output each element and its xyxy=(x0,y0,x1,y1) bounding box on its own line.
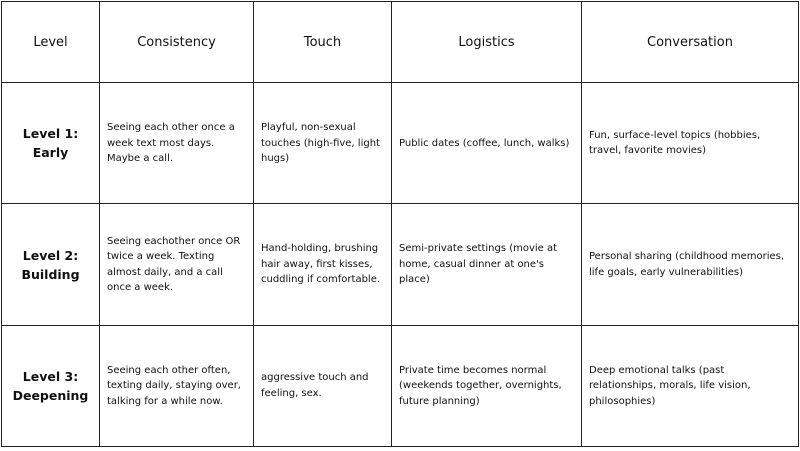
logistics-cell: Private time becomes normal (weekends together, overnights, future planning) xyxy=(392,325,582,446)
level-label: Level 2: Building xyxy=(2,204,100,325)
table-row xyxy=(2,83,799,204)
header-conversation: Conversation xyxy=(582,2,799,83)
conversation-cell: Deep emotional talks (past relationships, morals, life vision, philosophies) xyxy=(582,325,799,446)
consistency-cell: Seeing eachother once OR twice a week. Texting almost daily, and a call once a week. xyxy=(100,204,254,325)
logistics-cell: Public dates (coffee, lunch, walks) xyxy=(392,83,582,204)
consistency-cell: Seeing each other once a week text most days. Maybe a call. xyxy=(100,83,254,204)
table-row xyxy=(2,325,799,446)
comparison-table xyxy=(1,1,799,447)
header-consistency: Consistency xyxy=(100,2,254,83)
table-row xyxy=(2,204,799,325)
header-level: Level xyxy=(2,2,100,83)
consistency-cell: Seeing each other often, texting daily, staying over, talking for a while now. xyxy=(100,325,254,446)
conversation-cell: Fun, surface-level topics (hobbies, travel, favorite movies) xyxy=(582,83,799,204)
level-label: Level 3: Deepening xyxy=(2,325,100,446)
header-logistics: Logistics xyxy=(392,2,582,83)
logistics-cell: Semi-private settings (movie at home, casual dinner at one's place) xyxy=(392,204,582,325)
conversation-cell: Personal sharing (childhood memories, life goals, early vulnerabilities) xyxy=(582,204,799,325)
header-row xyxy=(2,2,799,83)
touch-cell: aggressive touch and feeling, sex. xyxy=(254,325,392,446)
level-label: Level 1: Early xyxy=(2,83,100,204)
header-touch: Touch xyxy=(254,2,392,83)
touch-cell: Playful, non-sexual touches (high-five, light hugs) xyxy=(254,83,392,204)
touch-cell: Hand-holding, brushing hair away, first kisses, cuddling if comfortable. xyxy=(254,204,392,325)
